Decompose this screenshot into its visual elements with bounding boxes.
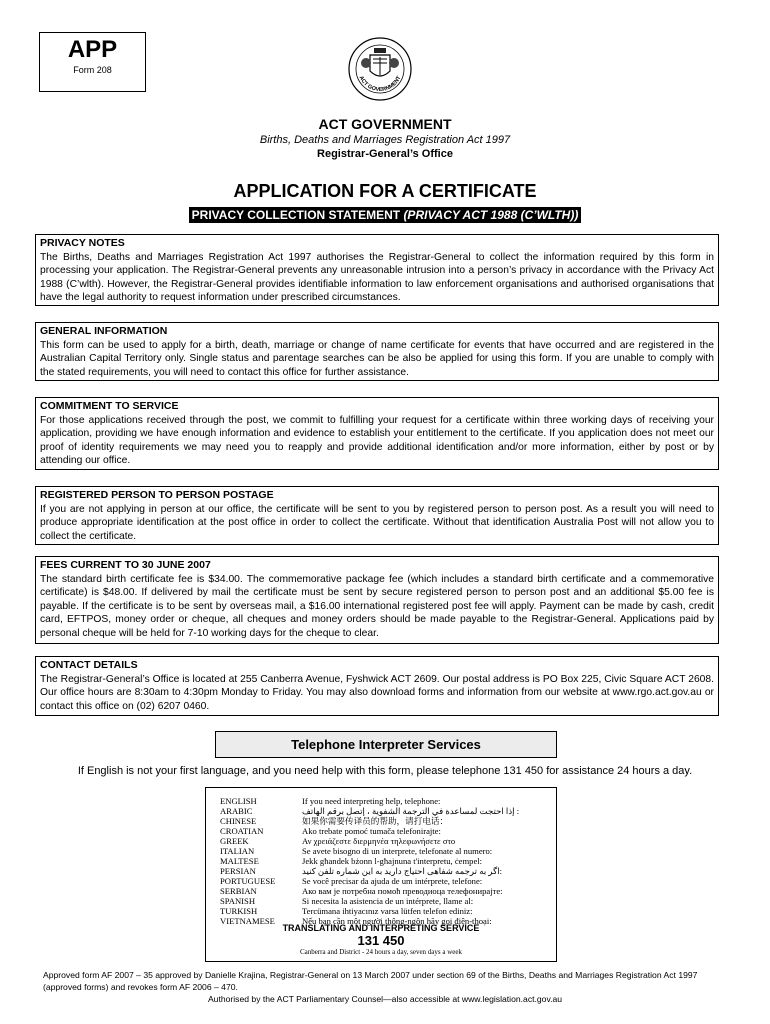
language-name: TURKISH <box>220 906 258 916</box>
section-heading: PRIVACY NOTES <box>40 237 125 249</box>
section-text: This form can be used to apply for a birth, death, marriage or change of name certificate for events that have occurred and are registered in the Australian Capital Territory only. Single status and parentage searches can be also be applied for using this form. If you are unable to comply with the stated requirements, you will need to contact this office for further assistance. <box>40 339 714 378</box>
language-name: GREEK <box>220 836 249 846</box>
fees-section <box>35 556 719 644</box>
language-panel <box>205 787 557 962</box>
form-code: APP <box>67 36 118 63</box>
interpreter-heading: Telephone Interpreter Services <box>215 731 557 758</box>
language-name: ENGLISH <box>220 796 257 806</box>
section-text: The Registrar-General’s Office is located at 255 Canberra Avenue, Fyshwick ACT 2609. Our postal address is PO Box 225, Civic Square ACT 2608. Our office hours are 8:30am to 4:30pm Monday to Friday. You may also download forms and information from our website at www.rgo.act.gov.au or contact this office on (02) 6207 0460. <box>40 673 714 712</box>
privacy-statement: PRIVACY COLLECTION STATEMENT (PRIVACY ACT 1988 (C’WLTH)) <box>0 208 770 222</box>
language-text: Se você precisar da ajuda de um intérprete, telefone: <box>302 876 483 886</box>
footer-authorised: Authorised by the ACT Parliamentary Counsel—also accessible at www.legislation.act.gov.au <box>207 994 563 1004</box>
language-name: VIETNAMESE <box>220 916 275 926</box>
act-government-seal <box>348 37 412 101</box>
language-text: Jekk għandek bżonn l-għajnuna t'interpretu, ċempel: <box>302 856 483 866</box>
service-number: 131 450 <box>357 933 405 948</box>
section-heading: FEES CURRENT TO 30 JUNE 2007 <box>40 559 211 571</box>
form-code-box <box>39 32 146 92</box>
office-name: Registrar-General’s Office <box>317 148 453 160</box>
section-heading: GENERAL INFORMATION <box>40 325 168 337</box>
language-name: MALTESE <box>220 856 259 866</box>
section-text: For those applications received through the post, we commit to fulfilling your request for a certificate within three working days of receiving your application, providing we have enough information and evidence to establish your entitlement to the certificate. If you application does not meet our proof of identity requirements we may need you to reapply and provide additional identification and/or more information, either by post or by attending our office. <box>40 414 714 467</box>
form-number: Form 208 <box>73 65 112 75</box>
interpreter-instructions: If English is not your first language, and you need help with this form, please telephone 131 450 for assistance 24 hours a day. <box>77 765 693 777</box>
language-text: Αν χρειάζεστε διερμηνέα τηλεφωνήσετε στο <box>302 836 456 846</box>
footer-approval: Approved form AF 2007 – 35 approved by Danielle Krajina, Registrar-General on 13 March 2007 under section 69 of the Births, Deaths and Marriages Registration Act 1997 <box>43 970 698 980</box>
postage-section <box>35 486 719 545</box>
service-title: TRANSLATING AND INTERPRETING SERVICE <box>282 923 480 933</box>
language-text: Ако вам је потребна помоћ преводиоца телефонирајте: <box>302 886 503 896</box>
language-text: إذا احتجت لمساعدة في الترجمة الشفوية ، إتصل برقم الهاتف : <box>302 806 520 816</box>
seal-text: ACT GOVERNMENT <box>357 75 403 94</box>
language-text: Se avete bisogno di un interprete, telefonate al numero: <box>302 846 493 856</box>
section-text: If you are not applying in person at our office, the certificate will be sent to you by registered person to person post. As a result you will need to produce appropriate identification at the post office in order to collect the certificate. Without that identification Australia Post will not allow you to collect the certificate. <box>40 503 714 542</box>
language-text: If you need interpreting help, telephone: <box>302 796 441 806</box>
service-hours: Canberra and District - 24 hours a day, seven days a week <box>299 948 463 956</box>
section-text: The Births, Deaths and Marriages Registration Act 1997 authorises the Registrar-General to collect the information required by this form in processing your application. The Registrar-General prevents any unreasonable intrusion into a person’s privacy in accordance with the Privacy Act 1988 (C’wlth). However, the Registrar-General provides identifiable information to law enforcement organisations and authorised organisations that have the legal authority to request information under prescribed circumstances. <box>40 251 714 304</box>
language-name: CROATIAN <box>220 826 264 836</box>
section-text: The standard birth certificate fee is $34.00. The commemorative package fee (which includes a standard birth certificate and a commemorative certificate) is $48.00. If delivered by mail the certificate must be sent by secure registered person to person post and an additional $5.00 fee is payable. If the certificate is to be sent by overseas mail, a $16.00 international registered post fee will apply. Payment can be made by cash, credit card, EFTPOS, money order or cheque, all cheques and money orders should be made payable to the Registrar-General. Applications paid by personal cheque will be held for 7-10 working days for the cheque to clear. <box>40 573 714 639</box>
footer-revokes: (approved forms) and revokes form AF 2006 – 470. <box>43 982 238 992</box>
contact-section <box>35 656 719 716</box>
page-title: APPLICATION FOR A CERTIFICATE <box>233 181 537 201</box>
language-text: 如果你需要传译员的帮助，请打电话： <box>302 816 449 826</box>
language-name: PORTUGUESE <box>220 876 276 886</box>
language-text: Tercümana ihtiyacınız varsa lütfen telefon ediniz: <box>302 906 473 916</box>
government-heading: ACT GOVERNMENT <box>318 116 452 132</box>
language-text: اگر به ترجمه شفاهی احتیاج دارید به این شماره تلفن کنید: <box>302 866 502 876</box>
language-name: CHINESE <box>220 816 257 826</box>
section-heading: REGISTERED PERSON TO PERSON POSTAGE <box>40 489 274 501</box>
language-text: Nếu bạn cần một người thông-ngôn hãy gọi điện-thoại: <box>302 916 492 926</box>
section-heading: COMMITMENT TO SERVICE <box>40 400 179 412</box>
language-name: ITALIAN <box>220 846 255 856</box>
act-name: Births, Deaths and Marriages Registration Act 1997 <box>259 134 511 146</box>
language-text: Ako trebate pomoć tumača telefonirajte: <box>302 826 441 836</box>
commitment-section <box>35 397 719 470</box>
language-text: Si necesita la asistencia de un intérprete, llame al: <box>302 896 474 906</box>
language-name: PERSIAN <box>220 866 256 876</box>
language-name: ARABIC <box>220 806 253 816</box>
section-heading: CONTACT DETAILS <box>40 659 138 671</box>
language-name: SERBIAN <box>220 886 257 896</box>
general-information-section <box>35 322 719 381</box>
language-name: SPANISH <box>220 896 256 906</box>
privacy-notes-section <box>35 234 719 306</box>
